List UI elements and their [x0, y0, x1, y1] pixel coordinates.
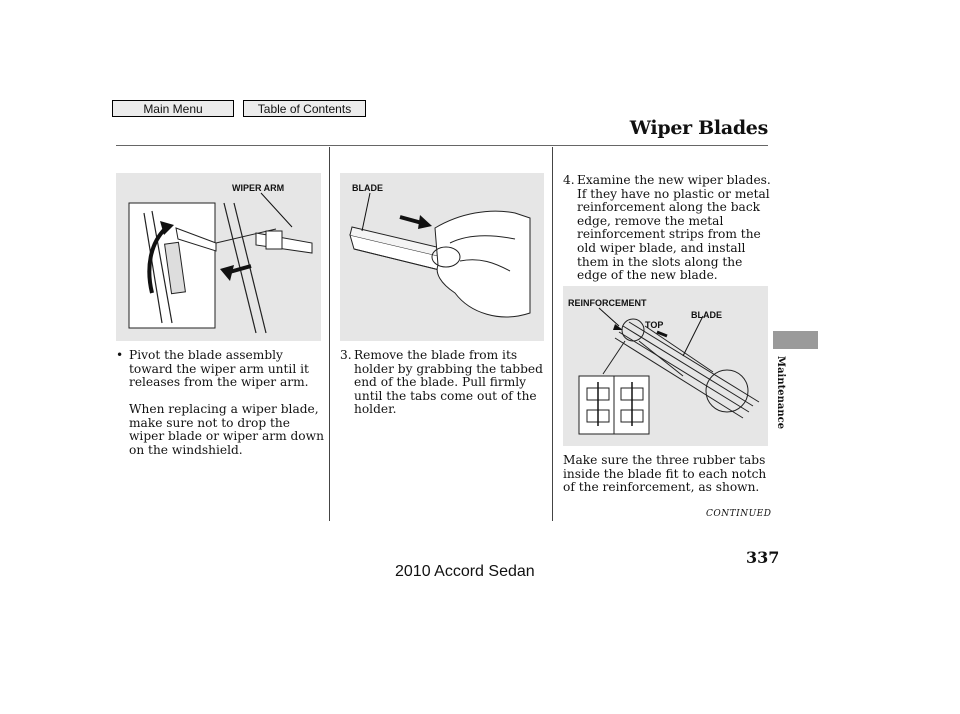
footer-watermark: 2010 Accord Sedan: [395, 563, 535, 580]
page-number: 337: [746, 548, 780, 567]
wiper-arm-label: WIPER ARM: [232, 183, 285, 193]
top-label: TOP: [645, 320, 664, 330]
blade-label: BLADE: [352, 183, 383, 193]
table-of-contents-button[interactable]: Table of Contents: [243, 100, 366, 117]
step-number: 3.: [340, 348, 352, 362]
column-divider: [552, 147, 553, 521]
page-title: Wiper Blades: [629, 117, 768, 139]
section-tab[interactable]: [773, 331, 818, 349]
blade-removal-illustration: [340, 173, 544, 341]
reinforcement-illustration: [563, 286, 768, 446]
step4-instruction: Examine the new wiper blades. If they have no plastic or metal reinforcement along the back edge, remove the metal reinforcement strips from the old wiper blade, and install them in the slots along the edge of the new blade.: [577, 173, 771, 283]
column-divider: [329, 147, 330, 521]
step3-instruction: Remove the blade from its holder by grabbing the tabbed end of the blade. Pull firmly until the tabs come out of the holder.: [354, 348, 543, 417]
tabs-instruction: Make sure the three rubber tabs inside the blade fit to each notch of the reinforcement, as shown.: [563, 453, 767, 495]
replacement-caution: When replacing a wiper blade, make sure not to drop the wiper blade or wiper arm down on the windshield.: [129, 402, 324, 457]
main-menu-button[interactable]: Main Menu: [112, 100, 234, 117]
continued-label: CONTINUED: [706, 509, 772, 519]
section-tab-label: Maintenance: [775, 356, 786, 430]
blade-label: BLADE: [691, 310, 722, 320]
pivot-instruction: Pivot the blade assembly toward the wiper arm until it releases from the wiper arm.: [129, 348, 309, 390]
reinforcement-label: REINFORCEMENT: [568, 298, 647, 308]
bullet: •: [116, 348, 124, 362]
step-number: 4.: [563, 173, 575, 187]
wiper-arm-illustration: [116, 173, 321, 341]
header-rule: [116, 145, 768, 146]
